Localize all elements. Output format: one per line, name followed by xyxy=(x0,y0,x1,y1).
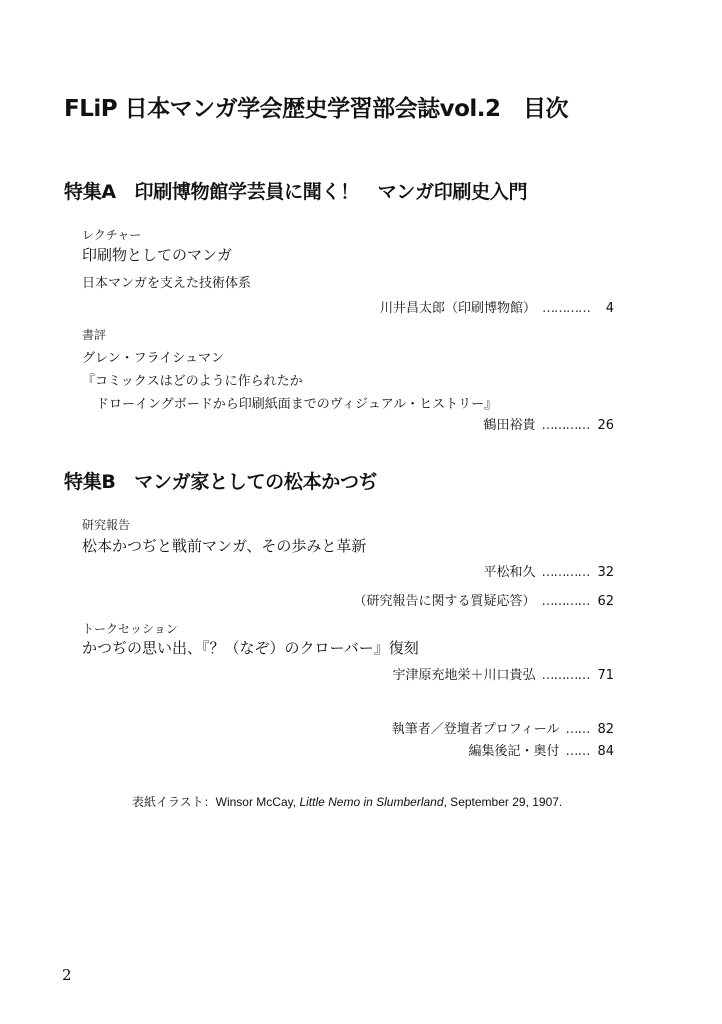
afterword-page: 84 xyxy=(597,744,614,759)
afterword-entry-line xyxy=(468,740,614,759)
qa-entry-line xyxy=(353,590,614,609)
profiles-entry-line xyxy=(392,718,614,737)
lecture-kind: レクチャー xyxy=(82,228,142,242)
review-author-name: グレン・フライシュマン xyxy=(82,351,225,366)
review-leader: ………… xyxy=(541,418,590,433)
lecture-leader: ………… xyxy=(542,301,590,316)
afterword-leader: …… xyxy=(565,744,590,759)
profiles-page: 82 xyxy=(597,722,614,737)
talk-page: 71 xyxy=(597,668,614,683)
credits-suffix: , September 29, 1907. xyxy=(443,795,563,809)
review-book-line1: 『コミックスはどのように作られたか xyxy=(82,374,303,389)
talk-title: かつぢの思い出、『？（なぞ）のクローバー』復刻 xyxy=(82,639,419,657)
review-kind: 書評 xyxy=(82,328,107,342)
report-page: 32 xyxy=(597,565,614,580)
report-title: 松本かつぢと戦前マンガ、その歩みと革新 xyxy=(82,537,367,555)
talk-entry-line xyxy=(392,664,614,683)
afterword-title: 編集後記・奥付 xyxy=(468,744,560,759)
review-reviewer: 鶴田裕貴 xyxy=(483,418,536,433)
report-author: 平松和久 xyxy=(483,565,536,580)
talk-authors: 宇津原充地栄＋川口貴弘 xyxy=(392,668,536,683)
credits-work: Little Nemo in Slumberland xyxy=(299,795,444,809)
report-entry-line xyxy=(483,561,614,580)
cover-credits xyxy=(132,793,562,810)
page-title: FLiP 日本マンガ学会歴史学習部会誌vol.2 目次 xyxy=(64,96,569,122)
lecture-subtitle: 日本マンガを支えた技術体系 xyxy=(82,276,252,291)
qa-page: 62 xyxy=(597,594,614,609)
qa-leader: ………… xyxy=(541,594,590,609)
qa-title: （研究報告に関する質疑応答） xyxy=(353,594,536,609)
lecture-author: 川井昌太郎（印刷博物館） xyxy=(379,301,536,316)
lecture-title: 印刷物としてのマンガ xyxy=(82,246,233,264)
credits-prefix: 表紙イラスト：Winsor McCay, xyxy=(132,795,300,809)
page-number: 2 xyxy=(62,966,72,984)
review-entry-line xyxy=(483,414,614,433)
talk-leader: ………… xyxy=(541,668,590,683)
review-page: 26 xyxy=(597,418,614,433)
lecture-entry-line xyxy=(380,297,614,316)
talk-kind: トークセッション xyxy=(82,622,178,636)
review-book-line2: ドローイングボードから印刷紙面までのヴィジュアル・ヒストリー』 xyxy=(96,397,498,412)
section-b-heading: 特集B マンガ家としての松本かつぢ xyxy=(64,471,378,493)
lecture-page: 4 xyxy=(605,301,614,316)
report-leader: ………… xyxy=(541,565,590,580)
profiles-leader: …… xyxy=(565,722,590,737)
section-a-heading: 特集A 印刷博物館学芸員に聞く！ マンガ印刷史入門 xyxy=(64,181,528,203)
profiles-title: 執筆者／登壇者プロフィール xyxy=(391,722,560,737)
report-kind: 研究報告 xyxy=(82,518,131,532)
